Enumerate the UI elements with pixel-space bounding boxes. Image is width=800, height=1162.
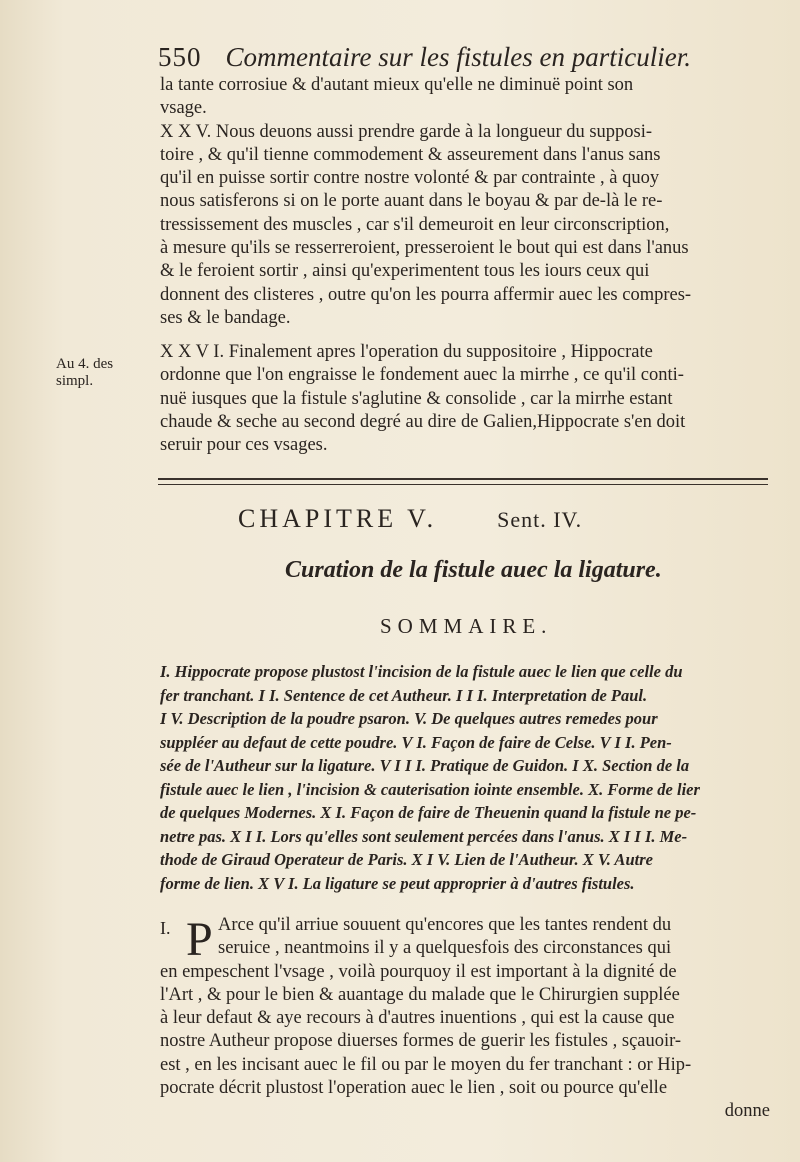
text-line: toire , & qu'il tienne commodement & asseurement dans l'anus sans [160, 144, 661, 165]
text-line: donnent des clisteres , outre qu'on les pourra affermir auec les compres- [160, 284, 692, 305]
chapter-subtitle: Curation de la fistule auec la ligature. [285, 557, 662, 583]
drop-capital: P [186, 913, 213, 966]
text-line: Arce qu'il arriue souuent qu'encores que les tantes rendent du [218, 915, 672, 935]
margin-note-line: simpl. [56, 373, 94, 389]
chapter-sent: Sent. IV. [497, 507, 583, 532]
page-header [158, 42, 778, 76]
text-line: en empeschent l'vsage , voilà pourquoy il est important à la dignité de [160, 961, 677, 982]
text-line: à mesure qu'ils se resserreroient, presseroient le bout qui est dans l'anus [160, 238, 689, 259]
page-number: 550 [158, 42, 202, 72]
summary-line: fistule auec le lien , l'incision & cauterisation iointe ensemble. X. Forme de lier [160, 779, 700, 799]
summary-line: I V. Description de la poudre psaron. V. De quelques autres remedes pour [160, 709, 658, 728]
text-line: est , en les incisant auec le fil ou par le moyen du fer tranchant : or Hip- [160, 1054, 692, 1075]
margin-note [56, 356, 146, 390]
text-line: nostre Autheur propose diuerses formes de guerir les fistules , sçauoir- [160, 1031, 682, 1052]
paragraph-3 [160, 914, 770, 1124]
margin-note-line: Au 4. des [56, 356, 114, 372]
text-line: nous satisferons si on le porte auant dans le boyau & par de-là le re- [160, 191, 663, 212]
summary-line: I. Hippocrate propose plustost l'incision de la fistule auec le lien que celle du [160, 662, 683, 681]
summary-block [160, 660, 770, 895]
summary-line: netre pas. X I I. Lors qu'elles sont seulement percées dans l'anus. X I I I. Me- [160, 826, 688, 846]
text-line: ses & le bandage. [160, 307, 291, 328]
summary-line: fer tranchant. I I. Sentence de cet Autheur. I I I. Interpretation de Paul. [160, 685, 648, 705]
summary-line: forme de lien. X V I. La ligature se peut approprier à d'autres fistules. [160, 873, 635, 893]
text-line: seruice , neantmoins il y a quelquesfois des circonstances qui [218, 938, 672, 959]
text-line: X X V. Nous deuons aussi prendre garde à la longueur du supposi- [160, 121, 653, 142]
text-line: ordonne que l'on engraisse le fondement auec la mirrhe , ce qu'il conti- [160, 365, 684, 386]
text-line: nuë iusques que la fistule s'aglutine & consolide , car la mirrhe estant [160, 388, 673, 409]
catchword: donne [724, 1101, 770, 1122]
running-title: Commentaire sur les fistules en particulier. [225, 42, 691, 72]
text-line: qu'il en puisse sortir contre nostre volonté & par contrainte , à quoy [160, 168, 660, 189]
paragraph-numeral: I. [160, 918, 171, 938]
text-line: chaude & seche au second degré au dire de Galien,Hippocrate s'en doit [160, 411, 686, 432]
summary-line: thode de Giraud Operateur de Paris. X I V. Lien de l'Autheur. X V. Autre [160, 850, 653, 869]
paragraph-1 [160, 74, 770, 330]
chapter-heading [238, 504, 778, 534]
chapter-title: CHAPITRE V. [238, 504, 438, 533]
summary-line: suppléer au defaut de cette poudre. V I. Façon de faire de Celse. V I I. Pen- [160, 732, 672, 752]
text-line: tressissement des muscles , car s'il demeuroit en leur circonscription, [160, 214, 670, 235]
text-line: la tante corrosiue & d'autant mieux qu'elle ne diminuë point son [160, 75, 634, 95]
text-line: & le feroient sortir , ainsi qu'experimentent tous les iours ceux qui [160, 261, 650, 282]
text-line: l'Art , & pour le bien & auantage du malade que le Chirurgien supplée [160, 984, 680, 1005]
text-line: X X V I. Finalement apres l'operation du suppositoire , Hippocrate [160, 342, 653, 362]
text-line: seruir pour ces vsages. [160, 435, 328, 456]
decorative-rule [158, 478, 768, 485]
text-line: à leur defaut & aye recours à d'autres inuentions , qui est la cause que [160, 1008, 675, 1029]
paragraph-2 [160, 341, 770, 457]
summary-line: sée de l'Autheur sur la ligature. V I I I. Pratique de Guidon. I X. Section de la [160, 756, 690, 775]
sommaire-heading: SOMMAIRE. [380, 614, 553, 638]
text-line: pocrate décrit plustost l'operation auec le lien , soit ou pource qu'elle [160, 1078, 668, 1099]
text-line: vsage. [160, 98, 207, 119]
summary-line: de quelques Modernes. X I. Façon de faire de Theuenin quand la fistule ne pe- [160, 803, 697, 822]
